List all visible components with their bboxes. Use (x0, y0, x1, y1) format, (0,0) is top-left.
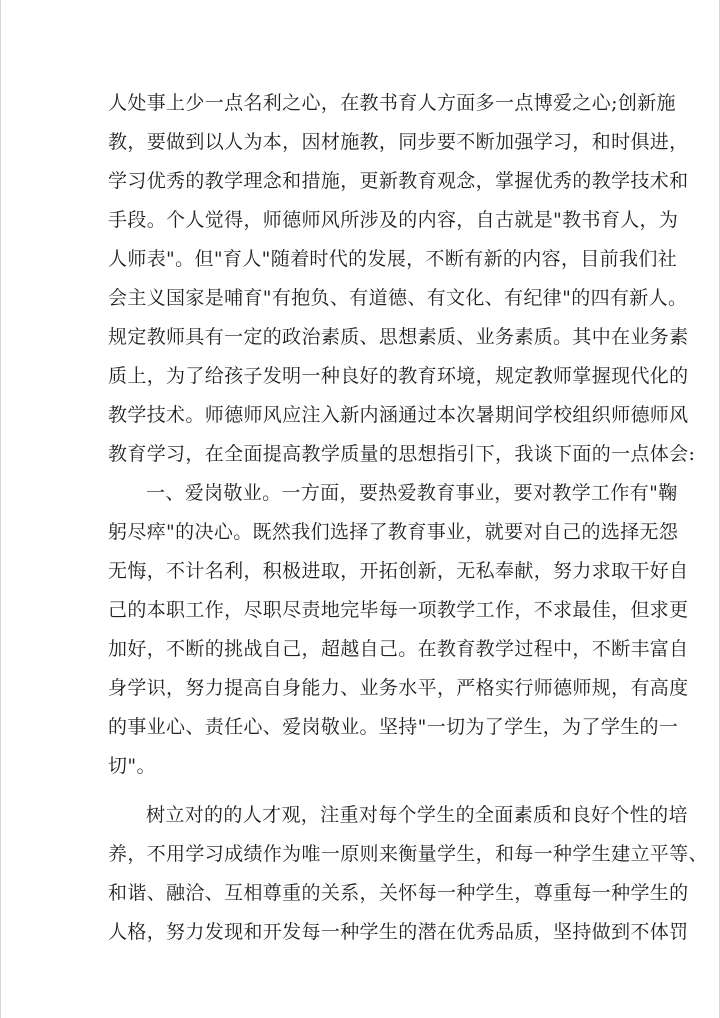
text-line: 人处事上少一点名利之心，在教书育人方面多一点博爱之心;创新施 (108, 92, 676, 114)
text-line: 躬尽瘁"的决心。既然我们选择了教育事业，就要对自己的选择无怨 (108, 521, 679, 543)
text-line: 会主义国家是哺育"有抱负、有道德、有文化、有纪律"的四有新人。 (108, 287, 688, 309)
text-line: 的事业心、责任心、爱岗敬业。坚持"一切为了学生，为了学生的一 (108, 716, 679, 738)
text-line: 加好，不断的挑战自己，超越自己。在教育教学过程中，不断丰富自 (108, 638, 689, 660)
text-line: 无悔，不计名利，积极进取，开拓创新，无私奉献，努力求取干好自 (108, 560, 689, 582)
text-line: 质上，为了给孩子发明一种良好的教育环境，规定教师掌握现代化的 (108, 365, 689, 387)
text-line: 和谐、融洽、互相尊重的关系，关怀每一种学生，尊重每一种学生的 (108, 882, 689, 904)
paragraph-first-line: 树立对的的人才观，注重对每个学生的全面素质和良好个性的培 (146, 804, 688, 826)
text-line: 手段。个人觉得，师德师风所涉及的内容，自古就是"教书育人，为 (108, 209, 679, 231)
text-line: 人师表"。但"育人"随着时代的发展，不断有新的内容，目前我们社 (108, 248, 678, 270)
text-line: 己的本职工作，尽职尽责地完毕每一项教学工作，不求最佳，但求更 (108, 599, 689, 621)
text-line: 切"。 (108, 755, 156, 777)
text-line: 人格，努力发现和开发每一种学生的潜在优秀品质，坚持做到不体罚 (108, 921, 689, 943)
text-line: 教学技术。师德师风应注入新内涵通过本次暑期间学校组织师德师风 (108, 404, 689, 426)
text-line: 养，不用学习成绩作为唯一原则来衡量学生，和每一种学生建立平等、 (108, 843, 708, 865)
text-line: 规定教师具有一定的政治素质、思想素质、业务素质。其中在业务素 (108, 326, 689, 348)
text-line: 教育学习，在全面提高教学质量的思想指引下，我谈下面的一点体会: (108, 443, 696, 465)
text-line: 教，要做到以人为本，因材施教，同步要不断加强学习，和时俱进， (108, 131, 689, 153)
text-line: 学习优秀的教学理念和措施，更新教育观念，掌握优秀的教学技术和 (108, 170, 689, 192)
paragraph-first-line: 一、爱岗敬业。一方面，要热爱教育事业，要对教学工作有"鞠 (146, 482, 678, 504)
text-line: 身学识，努力提高自身能力、业务水平，严格实行师德师规，有高度 (108, 677, 689, 699)
